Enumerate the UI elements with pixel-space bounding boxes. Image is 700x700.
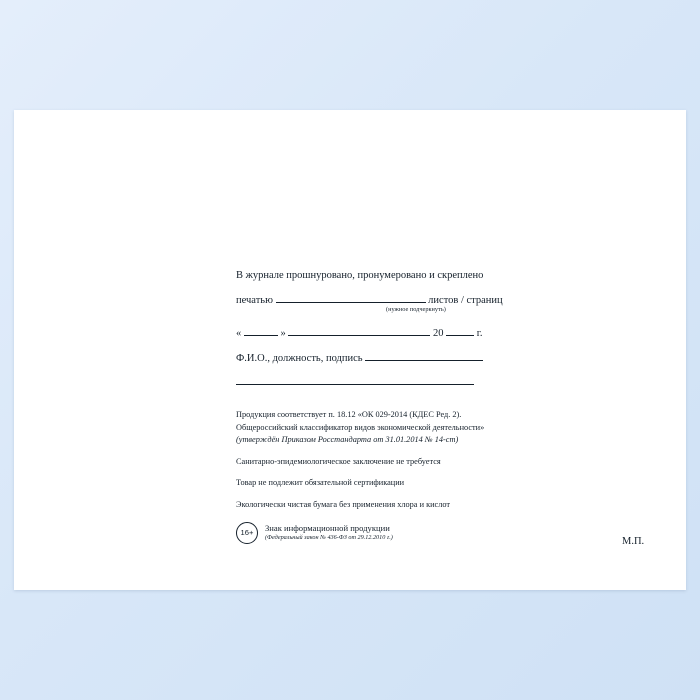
- age-rating-text: [265, 524, 393, 541]
- day-field[interactable]: [244, 325, 278, 336]
- underline-hint: (нужное подчеркнуть): [386, 306, 446, 314]
- signatory-line: [236, 350, 646, 364]
- legal-notes-block: [236, 410, 656, 544]
- seal-line: [236, 292, 646, 314]
- document-page: [14, 110, 686, 590]
- date-close-quote: »: [280, 327, 286, 339]
- year-suffix: г.: [476, 327, 483, 339]
- year-field[interactable]: [446, 325, 474, 336]
- certification-statement: Товар не подлежит обязательной сертификации: [236, 478, 405, 488]
- seal-suffix: листов / страниц: [428, 295, 503, 307]
- okved-statement: [236, 410, 656, 446]
- bound-pages-statement: [236, 270, 646, 281]
- sanitary-statement: Санитарно-эпидемиологическое заключение не требуется: [236, 456, 441, 466]
- stamp-place-label: М.П.: [622, 536, 645, 547]
- okved-line-2: Общероссийский классификатор видов экономической деятельности»: [236, 422, 485, 432]
- date-line: [236, 325, 646, 339]
- seal-fill-field[interactable]: [276, 292, 426, 303]
- date-open-quote: «: [236, 327, 242, 339]
- year-prefix: 20: [433, 327, 444, 339]
- age-rating-law: (Федеральный закон № 436-ФЗ от 29.12.2010 г.): [265, 534, 393, 542]
- signatory-label: Ф.И.О., должность, подпись: [236, 352, 363, 364]
- age-rating-badge-icon: 16+: [236, 522, 258, 544]
- eco-paper-statement: Экологически чистая бумага без применения хлора и кислот: [236, 500, 451, 510]
- signatory-field[interactable]: [365, 350, 483, 361]
- signatory-field-continued[interactable]: [236, 375, 474, 385]
- seal-label: печатью: [236, 295, 273, 307]
- age-rating-title: Знак информационной продукции: [265, 523, 390, 534]
- month-field[interactable]: [288, 325, 430, 336]
- bound-pages-text: В журнале прошнуровано, пронумеровано и скреплено: [236, 270, 484, 281]
- okved-line-1: Продукция соответствует п. 18.12 «ОК 029-2014 (КДЕС Ред. 2).: [236, 410, 462, 419]
- okved-line-3: (утверждён Приказом Росстандарта от 31.01.2014 № 14-ст): [236, 435, 459, 445]
- signatory-second-line: [236, 375, 646, 385]
- age-rating-row: [236, 522, 656, 544]
